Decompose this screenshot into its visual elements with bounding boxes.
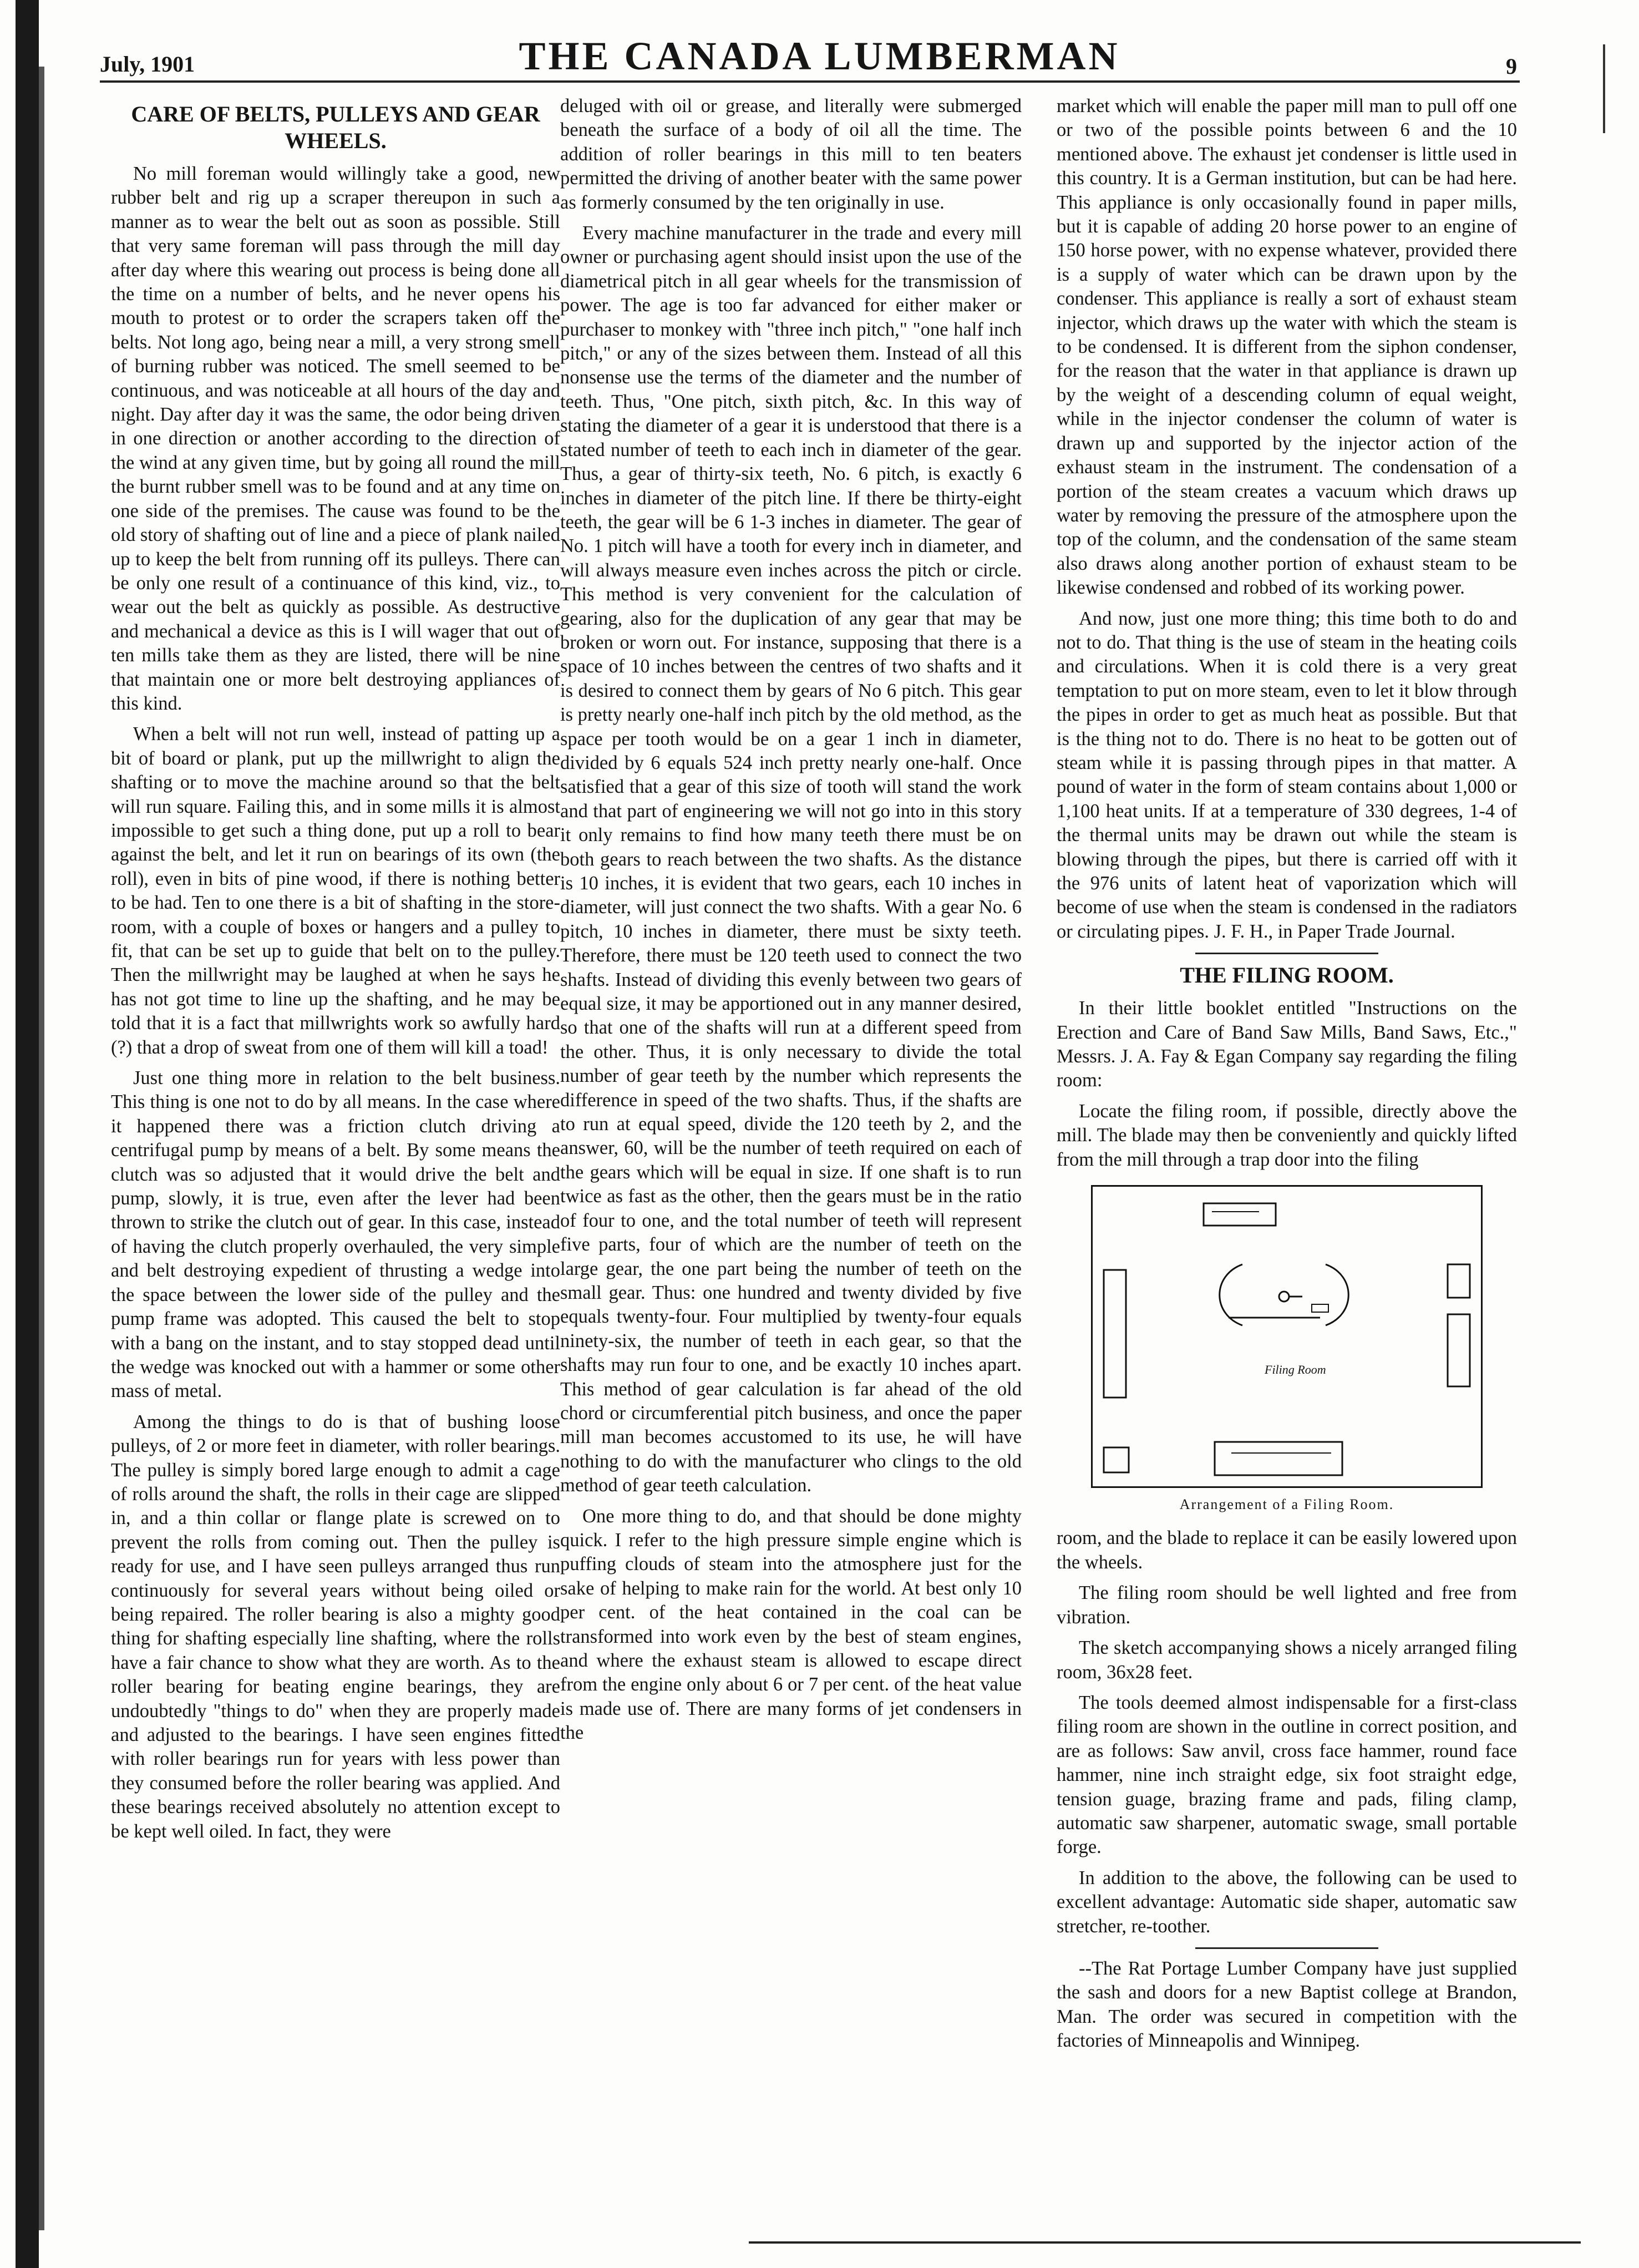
paragraph: Locate the filing room, if possible, directly above the mill. The blade may then be conveniently and quickly lifted from the mill through a trap door into the filing [1057,1100,1517,1170]
figure-caption: Arrangement of a Filing Room. [1179,1496,1394,1513]
binding-shadow [39,67,44,2230]
paragraph: deluged with oil or grease, and literally were submerged beneath the surface of a body of oil all the time. The addition of roller bearings in this mill to ten beaters permitted the driving of another beater with the same power as formerly consumed by the ten originally in use. [560,95,1022,213]
floor-plan-drawing [1093,1187,1481,1486]
column-3 [1057,94,1517,2060]
paragraph: market which will enable the paper mill man to pull off one or two of the possible points between 6 and the 10 mentioned above. The exhaust jet condenser is little used in this country. It is a German institution, but can be had here. This appliance is only occasionally found in paper mills, but it is capable of adding 20 horse power to an engine of 150 horse power, with no expense whatever, provided there is a supply of water which can be drawn upon by the condenser. This appliance is really a sort of exhaust steam injector, which draws up the water with which the steam is to be condensed. It is different from the siphon condenser, for the reason that the water in that appliance is drawn up by the weight of a descending column of equal weight, while in the injector condenser the column of water is drawn up and supported by the injector action of the exhaust steam in the instrument. The condensation of a portion of the steam creates a vacuum which draws up water by removing the pressure of the atmosphere upon the top of the column, and the condensation of the same steam also draws along another portion of exhaust steam to be likewise condensed and robbed of its working power. [1057,95,1517,599]
paragraph: The sketch accompanying shows a nicely arranged filing room, 36x28 feet. [1057,1637,1517,1683]
plan-room-label: Filing Room [1265,1363,1326,1377]
filing-room-plan-figure [1091,1185,1483,1488]
paragraph: In their little booklet entitled "Instructions on the Erection and Care of Band Saw Mills, Band Saws, Etc.," Messrs. J. A. Fay & Egan Company say regarding the filing room: [1057,998,1517,1091]
section-rule [1195,953,1378,954]
paragraph: When a belt will not run well, instead of patting up a bit of board or plank, put up the millwright to align the shafting or to move the machine around so that the belt will run square. Failing this, and in some mills it is almost impossible to get such a thing done, put up a roll to bear against the belt, and let it run on bearings of its own (the roll), even in bits of pine wood, if there is nothing better to be had. Ten to one there is a bit of shafting in the store-room, with a couple of boxes or hangers and a pulley to fit, that can be set up to guide that belt on to the pulley. Then the millwright may be laughed at when he says he has not got time to line up the shafting, and he may be told that it is a fact that millwrights work so awfully hard (?) that a drop of sweat from one of them will kill a toad! [111,723,560,1058]
section-rule [1195,1947,1378,1949]
footer-rule [749,2241,1581,2244]
masthead-title: THE CANADA LUMBERMAN [519,34,1120,78]
article-heading-belts: CARE OF BELTS, PULLEYS AND GEAR WHEELS. [131,102,540,153]
page-number: 9 [1506,54,1517,79]
paragraph: One more thing to do, and that should be done mighty quick. I refer to the high pressure simple engine which is puffing clouds of steam into the atmosphere just for the sake of helping to make rain for the world. At best only 10 per cent. of the heat contained in the coal can be transformed into work even by the best of steam engines, and where the exhaust steam is allowed to escape direct from the engine only about 6 or 7 per cent. of the heat value is made use of. There are many forms of jet condensers in the [560,1505,1022,1744]
paragraph: Just one thing more in relation to the belt business. This thing is one not to do by all means. In the case where it happened there was a friction clutch driving a centrifugal pump by means of a belt. By some means the clutch was so adjusted that it would drive the belt and pump, slowly, it is true, even after the lever had been thrown to strike the clutch out of gear. In this case, instead of having the clutch properly overhauled, the very simple and belt destroying expedient of thrusting a wedge into the space between the lower side of the pulley and the pump frame was adopted. This caused the belt to stop with a bang on the instant, and to stay stopped dead until the wedge was knocked out with a hammer or some other mass of metal. [111,1067,560,1402]
paragraph: Every machine manufacturer in the trade and every mill owner or purchasing agent should insist upon the use of the diametrical pitch in all gear wheels for the transmission of power. The age is too far advanced for either maker or purchaser to monkey with "three inch pitch," "one half inch pitch," or any of the sizes between them. Instead of all this nonsense use the terms of the diameter and the number of teeth. Thus, "One pitch, sixth pitch, &c. In this way of stating the diameter of a gear it is understood that there is a stated number of teeth to each inch in diameter of the gear. Thus, a gear of thirty-six teeth, No. 6 pitch, is exactly 6 inches in diameter of the pitch line. If there be thirty-eight teeth, the gear will be 6 1-3 inches in diameter. The gear of No. 1 pitch will have a tooth for every inch in diameter, and will always measure even inches across the pitch or circle. This method is very convenient for the calculation of gearing, also for the duplication of any gear that may be broken or worn out. For instance, supposing that there is a space of 10 inches between the centres of two shafts and it is desired to connect them by gears of No 6 pitch. This gear is pretty nearly one-half inch pitch by the old method, as the space per tooth would be on a gear 1 inch in diameter, divided by 6 equals 524 inch pretty nearly one-half. Once satisfied that a gear of this size of tooth will stand the work and that part of engineering we will not go into in this story it only remains to find how many teeth there must be on both gears to reach between the two shafts. As the distance is 10 inches, it is evident that two gears, each 10 inches in diameter, will just connect the two shafts. With a gear No. 6 pitch, 10 inches in diameter, there must be sixty teeth. Therefore, there must be 120 teeth used to connect the two shafts. Instead of dividing this evenly between two gears of equal size, it may be apportioned out in any manner desired, so that one of the shafts will run at a different speed from the other. Thus, it is only necessary to divide the total number of gear teeth by the number which represents the difference in speed of the two shafts. Thus, if the shafts are to run at equal speed, divide the 120 teeth by 2, and the answer, 60, will be the number of teeth required on each of the gears which will be equal in size. If one shaft is to run twice as fast as the other, then the gears must be in the ratio of four to one, and the total number of teeth will represent five parts, four of which are the number of teeth on the large gear, the one part being the number of teeth on the small gear. Thus: one hundred and twenty divided by five equals twenty-four. Four multiplied by twenty-four equals ninety-six, the number of teeth in each gear, so that the shafts may run four to one, and be exactly 10 inches apart. This method of gear calculation is far ahead of the old chord or circumferential pitch business, and once the paper mill man becomes accustomed to its use, he will have nothing to do with the manufacturer who clings to the old method of gear teeth calculation. [560,222,1022,1496]
paragraph: In addition to the above, the following can be used to excellent advantage: Automatic side shaper, automatic saw stretcher, re-toother. [1057,1867,1517,1937]
issue-date: July, 1901 [100,52,195,77]
paragraph: And now, just one more thing; this time both to do and not to do. That thing is the use of steam in the heating coils and circulations. When it is cold there is a very great temptation to put on more steam, even to let it blow through the pipes in order to get as much heat as possible. But that is the thing not to do. There is no heat to be gotten out of steam while it is passing through pipes in that matter. A pound of water in the form of steam contains about 1,000 or 1,100 heat units. If at a temperature of 330 degrees, 1-4 of the thermal units may be drawn out while the steam is blowing through the pipes, but there is carried off with it the 976 units of latent heat of vaporization which will become of use when the steam is condensed in the radiators or circulating pipes. J. F. H., in Paper Trade Journal. [1057,608,1517,942]
paragraph: room, and the blade to replace it can be easily lowered upon the wheels. [1057,1527,1517,1573]
binding-edge [16,0,39,2268]
paragraph: Among the things to do is that of bushing loose pulleys, of 2 or more feet in diameter, with roller bearings. The pulley is simply bored large enough to admit a cage of rolls around the shaft, the rolls in their cage are slipped in, and a thin collar or flange plate is screwed on to prevent the rolls from coming out. Then the pulley is ready for use, and I have seen pulleys arranged thus run continuously for several years without being oiled or being repaired. The roller bearing is also a mighty good thing for shafting especially line shafting, where the rolls have a fair chance to show what they are worth. As to the roller bearing for beating engine bearings, they are undoubtedly "things to do" when they are properly made and adjusted to the bearings. I have seen engines fitted with roller bearings run for years with less power than they consumed before the roller bearing was applied. And these bearings received absolutely no attention except to be kept well oiled. In fact, they were [111,1411,560,1842]
header-rule [100,80,1520,83]
column-2 [560,94,1022,1752]
news-item: --The Rat Portage Lumber Company have just supplied the sash and doors for a new Baptist college at Brandon, Man. The order was secured in competition with the factories of Minneapolis and Winnipeg. [1057,1957,1517,2052]
paragraph: The filing room should be well lighted and free from vibration. [1057,1582,1517,1628]
paragraph: The tools deemed almost indispensable for a first-class filing room are shown in the outline in correct position, and are as follows: Saw anvil, cross face hammer, round face hammer, nine inch straight edge, six foot straight edge, tension guage, brazing frame and pads, filing clamp, automatic saw sharpener, automatic swage, small portable forge. [1057,1692,1517,1858]
column-1 [111,94,560,1850]
article-heading-filing-room: THE FILING ROOM. [1180,963,1394,988]
paragraph: No mill foreman would willingly take a good, new rubber belt and rig up a scraper thereupon in such a manner as to wear the belt out as soon as possible. Still that very same foreman will pass through the mill day after day where this wearing out process is being done all the time on a number of belts, and he never opens his mouth to protest or to order the scrapers taken off the belts. Not long ago, being near a mill, a very strong smell of burning rubber was noticed. The smell seemed to be continuous, and was noticeable at all hours of the day and night. Day after day it was the same, the odor being driven in one direction or another according to the direction of the wind at any given time, but by going all round the mill the burnt rubber smell was to be found and at any time on one side of the premises. The cause was found to be the old story of shafting out of line and a piece of plank nailed up to keep the belt from running off its pulleys. There can be only one result of a continuance of this kind, viz., to wear out the belt as quickly as possible. As destructive and mechanical a device as this is I will wager that out of ten mills take them as they are listed, there will be nine that maintain one or more belt destroying appliances of this kind. [111,163,560,714]
